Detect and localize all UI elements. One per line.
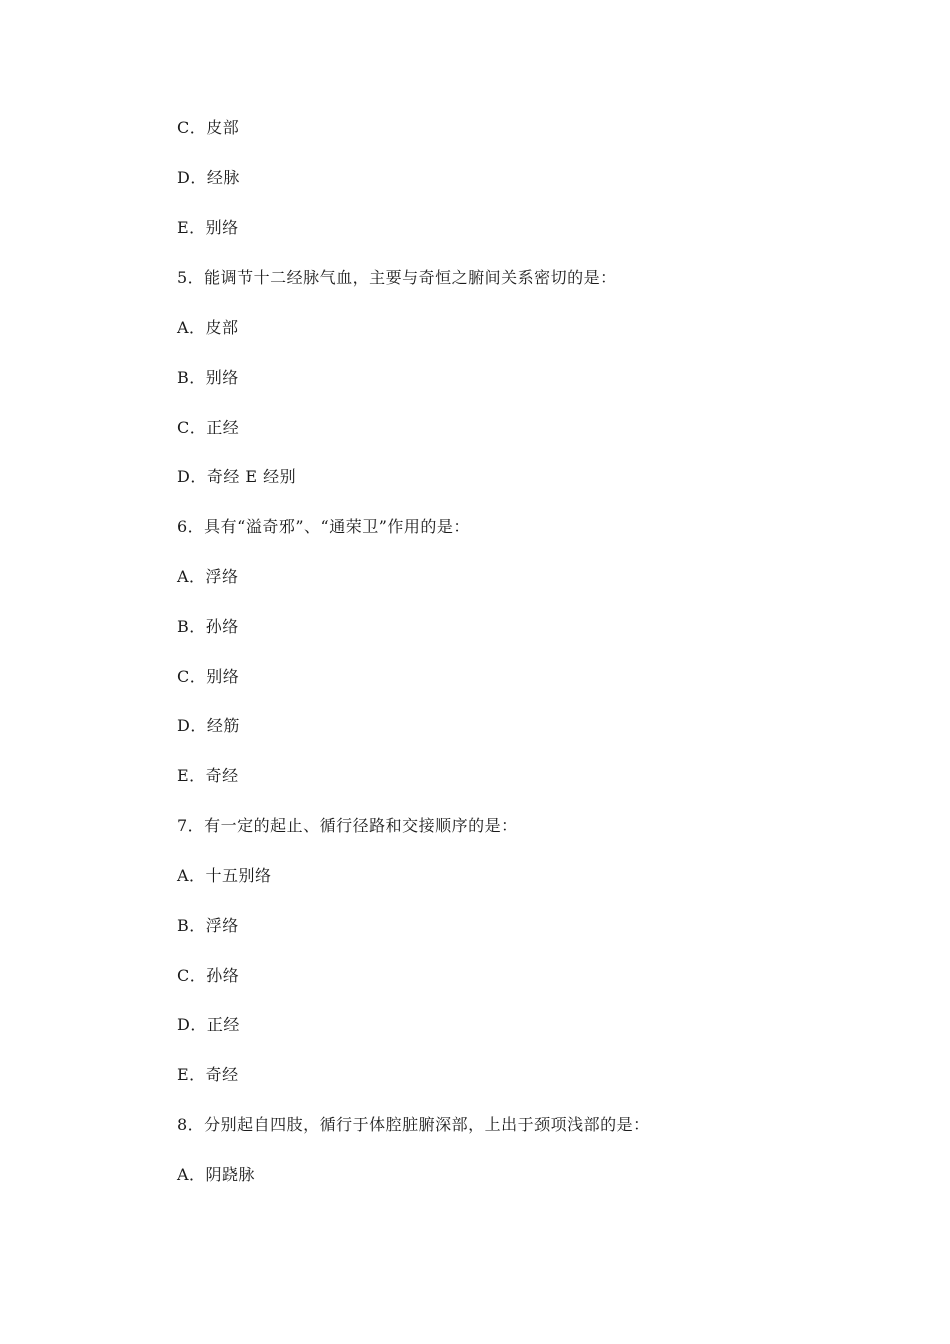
question-7: 7．有一定的起止、循行径路和交接顺序的是： bbox=[177, 816, 518, 835]
option-b-q7: B．浮络 bbox=[177, 916, 239, 935]
option-a-q6: A．浮络 bbox=[177, 567, 239, 586]
option-e-q7: E．奇经 bbox=[177, 1065, 239, 1084]
option-d-q4: D．经脉 bbox=[177, 168, 240, 187]
option-d-e-q5: D．奇经 E 经别 bbox=[177, 467, 297, 486]
option-b-q6: B．孙络 bbox=[177, 617, 239, 636]
option-e-q4: E．别络 bbox=[177, 218, 239, 237]
option-c-q7: C．孙络 bbox=[177, 966, 240, 985]
option-c-q4: C．皮部 bbox=[177, 118, 240, 137]
question-8: 8．分别起自四肢，循行于体腔脏腑深部，上出于颈项浅部的是： bbox=[177, 1115, 650, 1134]
option-e-q6: E．奇经 bbox=[177, 766, 239, 785]
question-5: 5．能调节十二经脉气血，主要与奇恒之腑间关系密切的是： bbox=[177, 268, 617, 287]
option-d-q7: D．正经 bbox=[177, 1015, 240, 1034]
option-a-q7: A．十五别络 bbox=[177, 866, 272, 885]
option-a-q5: A．皮部 bbox=[177, 318, 239, 337]
option-d-q6: D．经筋 bbox=[177, 716, 240, 735]
option-c-q5: C．正经 bbox=[177, 418, 240, 437]
option-c-q6: C．别络 bbox=[177, 667, 240, 686]
option-a-q8: A．阴跷脉 bbox=[177, 1165, 256, 1184]
question-6: 6．具有“溢奇邪”、“通荣卫”作用的是： bbox=[177, 517, 470, 536]
option-b-q5: B．别络 bbox=[177, 368, 239, 387]
